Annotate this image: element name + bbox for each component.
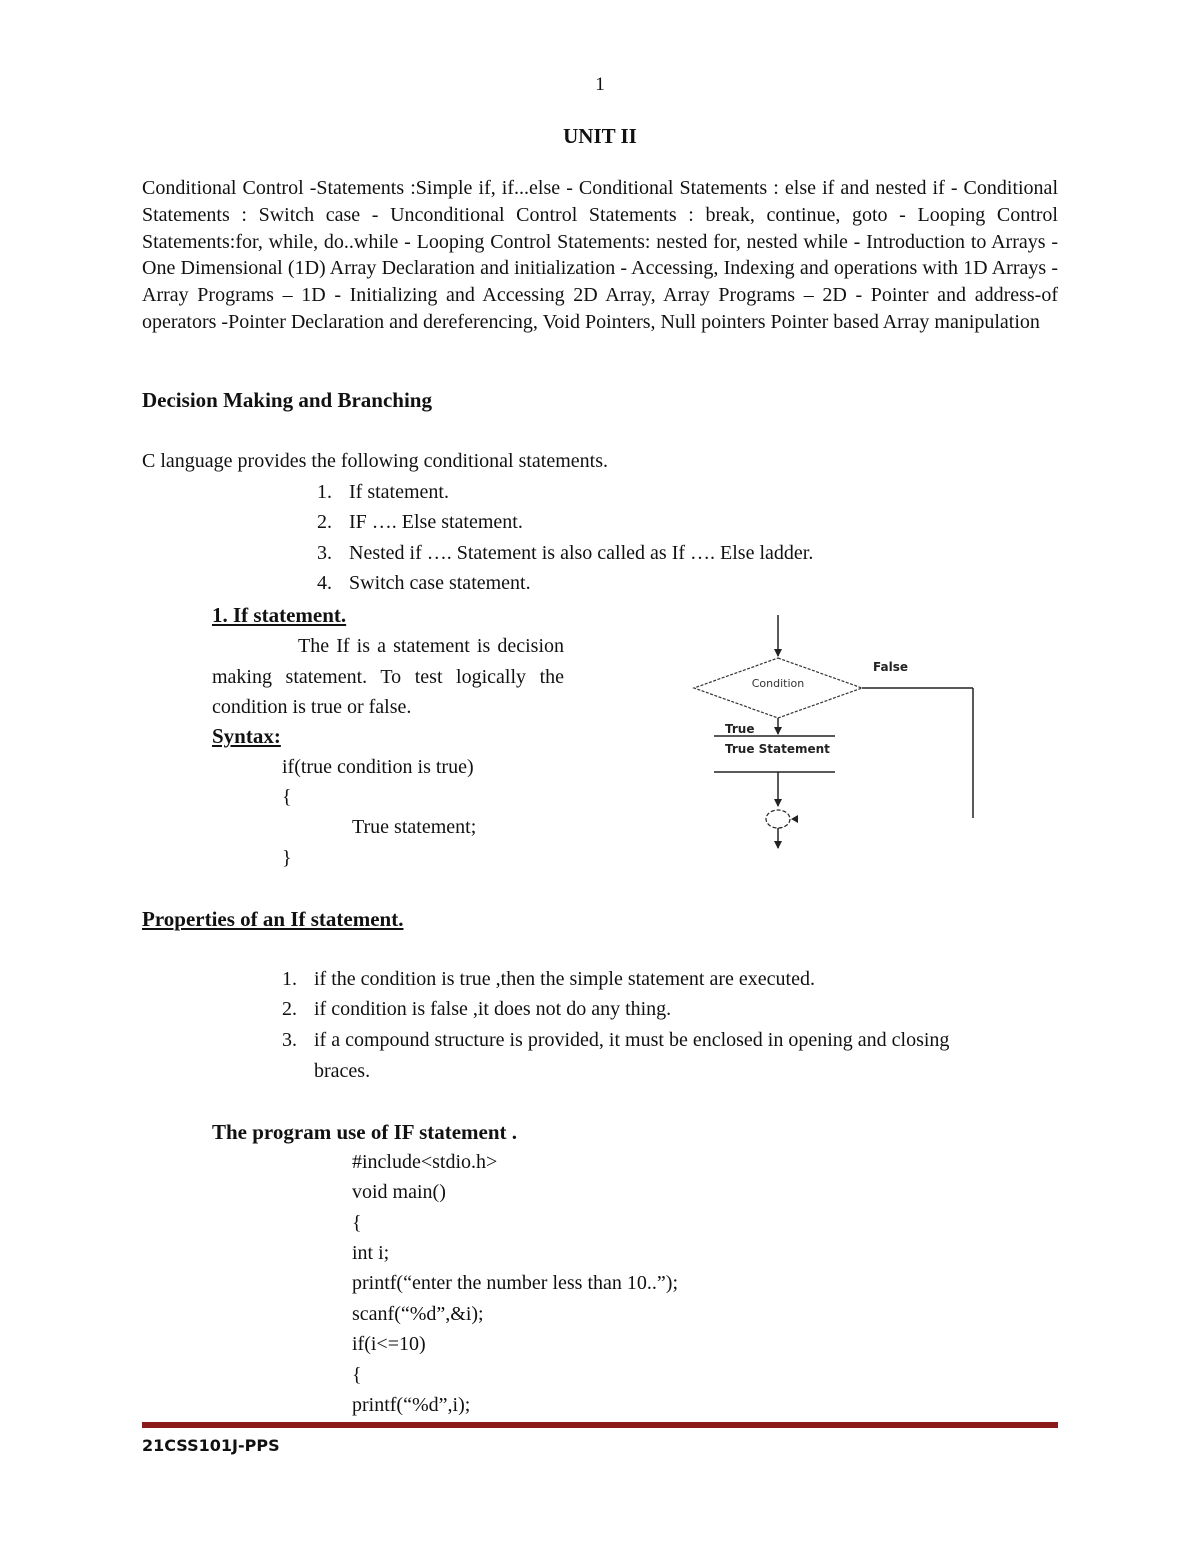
syntax-line: { — [282, 786, 292, 808]
list-item-number: 3. — [282, 1029, 297, 1051]
syllabus-paragraph: Conditional Control -Statements :Simple if, if...else - Conditional Statements : else if and nested if - Conditional Statements : Switch case - Unconditional Control Statements : break, continue, goto - Looping Control Statements:for, while, do..while - Looping Control Statements: nested for, nested while - Introduction to Arrays -One Dimensional (1D) Array Declaration and initialization - Accessing, Indexing and operations with 1D Arrays - Array Programs – 1D - Initializing and Accessing 2D Array, Array Programs – 2D - Pointer and address-of operators -Pointer Declaration and dereferencing, Void Pointers, Null pointers Pointer based Array manipulation — [142, 177, 1058, 333]
list-item-text: if condition is false ,it does not do any thing. — [314, 998, 672, 1020]
list-item-text: If statement. — [349, 481, 449, 503]
list-item — [282, 968, 815, 991]
footer-rule — [142, 1422, 1058, 1428]
code-line: int i; — [352, 1242, 390, 1264]
program-heading: The program use of IF statement . — [212, 1120, 518, 1144]
list-item-text: Switch case statement. — [349, 572, 531, 594]
connector-pointer — [791, 815, 798, 823]
unit-title: UNIT II — [563, 124, 637, 148]
true-statement-label: True Statement — [725, 742, 830, 756]
code-line: if(i<=10) — [352, 1333, 426, 1355]
syntax-line: if(true condition is true) — [282, 756, 474, 778]
false-label: False — [873, 660, 908, 674]
list-item-number: 4. — [317, 572, 332, 594]
list-item-continuation — [282, 1060, 370, 1083]
syntax-heading: Syntax: — [212, 724, 281, 748]
list-item-text: if the condition is true ,then the simple statement are executed. — [314, 968, 815, 990]
list-item-number: 1. — [317, 481, 332, 503]
list-item — [282, 998, 671, 1021]
list-item-number: 3. — [317, 542, 332, 564]
code-line: printf(“enter the number less than 10..”); — [352, 1272, 678, 1294]
list-item-text: braces. — [314, 1060, 371, 1082]
syntax-line: True statement; — [352, 816, 477, 838]
if-description — [212, 631, 564, 723]
syntax-line: } — [282, 847, 292, 869]
connector-circle — [766, 810, 790, 828]
properties-heading: Properties of an If statement. — [142, 907, 404, 931]
list-item-text: Nested if …. Statement is also called as If …. Else ladder. — [349, 542, 814, 564]
code-line: { — [352, 1364, 362, 1386]
list-item — [317, 542, 813, 565]
code-line: scanf(“%d”,&i); — [352, 1303, 484, 1325]
list-item-number: 2. — [317, 511, 332, 533]
list-item — [317, 572, 531, 595]
list-item — [317, 511, 523, 534]
list-item — [317, 481, 449, 504]
code-line: #include<stdio.h> — [352, 1151, 498, 1173]
list-item-number: 1. — [282, 968, 297, 990]
footer-course-code: 21CSS101J-PPS — [142, 1436, 280, 1455]
if-description-text: The If is a statement is decision making statement. To test logically the condition is true or false. — [212, 635, 564, 718]
section-heading: Decision Making and Branching — [142, 388, 432, 412]
if-flowchart — [685, 610, 985, 855]
list-item-text: IF …. Else statement. — [349, 511, 523, 533]
if-statement-heading: 1. If statement. — [212, 603, 347, 627]
condition-label: Condition — [751, 677, 805, 690]
code-line: void main() — [352, 1181, 446, 1203]
list-item — [282, 1029, 949, 1052]
list-item-text: if a compound structure is provided, it must be enclosed in opening and closing — [314, 1029, 950, 1051]
true-label: True — [725, 722, 755, 736]
intro-text: C language provides the following conditional statements. — [142, 450, 609, 472]
page-number: 1 — [595, 74, 605, 95]
list-item-number: 2. — [282, 998, 297, 1020]
code-line: { — [352, 1212, 362, 1234]
code-line: printf(“%d”,i); — [352, 1394, 471, 1416]
